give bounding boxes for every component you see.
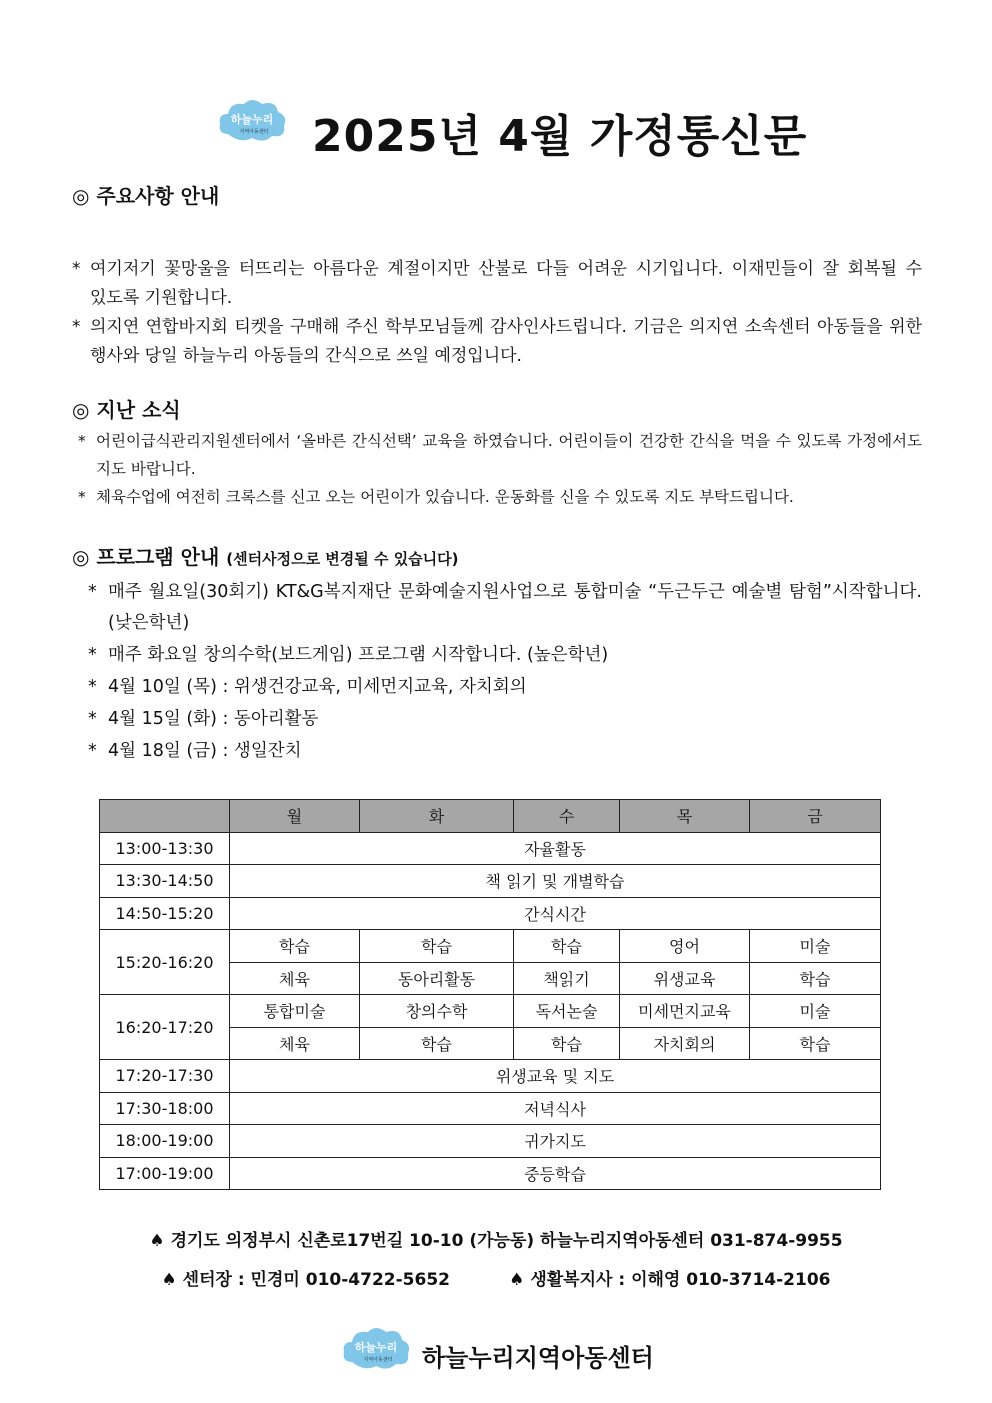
activity-cell: 책 읽기 및 개별학습	[230, 865, 881, 898]
past-news-section	[72, 394, 922, 511]
day-header: 화	[360, 800, 514, 833]
worker-contact: ♠ 생활복지사 : 이해영 010-3714-2106	[509, 1270, 831, 1290]
activity-cell: 미술	[750, 995, 881, 1028]
program-item: * 4월 15일 (화) : 동아리활동	[88, 709, 319, 729]
time-cell: 13:00-13:30	[100, 832, 230, 865]
activity-cell: 학습	[360, 930, 514, 963]
activity-cell: 영어	[620, 930, 750, 963]
time-cell: 14:50-15:20	[100, 897, 230, 930]
table-row	[100, 832, 881, 865]
table-row	[100, 1092, 881, 1125]
table-row	[100, 865, 881, 898]
table-row	[100, 930, 881, 963]
notice-item: * 의지연 연합바지회 티켓을 구매해 주신 학부모님들께 감사인사드립니다. 기금은 의지연 소속센터 아동들을 위한 행사와 당일 하늘누리 아동들의 간식으로 쓰일 예정입니다.	[72, 317, 922, 366]
table-row	[100, 1157, 881, 1190]
time-cell: 17:20-17:30	[100, 1060, 230, 1093]
activity-cell: 창의수학	[360, 995, 514, 1028]
svg-text:지역아동센터: 지역아동센터	[239, 129, 269, 135]
svg-text:지역아동센터: 지역아동센터	[363, 1357, 393, 1363]
activity-cell: 통합미술	[230, 995, 360, 1028]
day-header: 목	[620, 800, 750, 833]
schedule-header-row	[100, 800, 881, 833]
notice-item: * 여기저기 꽃망울을 터뜨리는 아름다운 계절이지만 산불로 다들 어려운 시기입니다. 이재민들이 잘 회복될 수 있도록 기원합니다.	[72, 259, 922, 308]
svg-text:하늘누리: 하늘누리	[354, 1341, 398, 1354]
footer-contacts	[0, 1265, 992, 1290]
table-row	[100, 897, 881, 930]
activity-cell: 귀가지도	[230, 1125, 881, 1158]
time-cell: 18:00-19:00	[100, 1125, 230, 1158]
footer-logo	[340, 1324, 412, 1374]
notices-heading: ◎ 주요사항 안내	[72, 184, 220, 208]
table-row	[100, 1125, 881, 1158]
activity-cell: 미세먼지교육	[620, 995, 750, 1028]
program-heading: ◎ 프로그램 안내 (센터사정으로 변경될 수 있습니다)	[72, 545, 459, 569]
page-title: 2025년 4월 가정통신문	[312, 111, 808, 162]
activity-cell: 미술	[750, 930, 881, 963]
footer-address: ♠ 경기도 의정부시 신촌로17번길 10-10 (가능동) 하늘누리지역아동센터 031-874-9955	[149, 1231, 843, 1251]
program-section	[72, 541, 922, 767]
past-news-item: * 어린이급식관리지원센터에서 ‘올바른 간식선택’ 교육을 하였습니다. 어린이들이 건강한 간식을 먹을 수 있도록 가정에서도 지도 바랍니다.	[78, 432, 922, 478]
activity-cell: 학습	[750, 962, 881, 995]
document-header	[0, 92, 992, 162]
activity-cell: 독서논술	[514, 995, 620, 1028]
day-header: 금	[750, 800, 881, 833]
past-news-item: * 체육수업에 여전히 크록스를 신고 오는 어린이가 있습니다. 운동화를 신을 수 있도록 지도 부탁드립니다.	[78, 488, 794, 506]
day-header: 월	[230, 800, 360, 833]
time-cell: 15:20-16:20	[100, 930, 230, 995]
activity-cell: 자치회의	[620, 1027, 750, 1060]
schedule-table	[99, 799, 881, 1190]
svg-text:하늘누리: 하늘누리	[230, 113, 274, 126]
activity-cell: 학습	[514, 930, 620, 963]
corner-cell	[100, 800, 230, 833]
day-header: 수	[514, 800, 620, 833]
activity-cell: 학습	[360, 1027, 514, 1060]
activity-cell: 자율활동	[230, 832, 881, 865]
table-row	[100, 1060, 881, 1093]
director-contact: ♠ 센터장 : 민경미 010-4722-5652	[161, 1270, 450, 1290]
activity-cell: 학습	[230, 930, 360, 963]
center-logo	[216, 96, 288, 146]
table-row	[100, 995, 881, 1028]
activity-cell: 학습	[514, 1027, 620, 1060]
time-cell: 13:30-14:50	[100, 865, 230, 898]
activity-cell: 학습	[750, 1027, 881, 1060]
footer-center-name: 하늘누리지역아동센터	[422, 1344, 654, 1372]
activity-cell: 중등학습	[230, 1157, 881, 1190]
activity-cell: 책읽기	[514, 962, 620, 995]
footer-brand	[340, 1322, 670, 1382]
activity-cell: 간식시간	[230, 897, 881, 930]
time-cell: 17:30-18:00	[100, 1092, 230, 1125]
program-item: * 매주 화요일 창의수학(보드게임) 프로그램 시작합니다. (높은학년)	[88, 645, 609, 665]
activity-cell: 체육	[230, 962, 360, 995]
time-cell: 17:00-19:00	[100, 1157, 230, 1190]
activity-cell: 위생교육 및 지도	[230, 1060, 881, 1093]
notices-section	[72, 180, 922, 371]
activity-cell: 동아리활동	[360, 962, 514, 995]
program-item: * 4월 10일 (목) : 위생건강교육, 미세먼지교육, 자치회의	[88, 677, 527, 697]
time-cell: 16:20-17:20	[100, 995, 230, 1060]
program-note: (센터사정으로 변경될 수 있습니다)	[226, 550, 459, 568]
activity-cell: 체육	[230, 1027, 360, 1060]
activity-cell: 저녁식사	[230, 1092, 881, 1125]
program-item: * 매주 월요일(30회기) KT&G복지재단 문화예술지원사업으로 통합미술 “두근두근 예술별 탐험”시작합니다.(낮은학년)	[88, 582, 922, 633]
past-news-heading: ◎ 지난 소식	[72, 398, 181, 422]
program-item: * 4월 18일 (금) : 생일잔치	[88, 741, 302, 761]
activity-cell: 위생교육	[620, 962, 750, 995]
